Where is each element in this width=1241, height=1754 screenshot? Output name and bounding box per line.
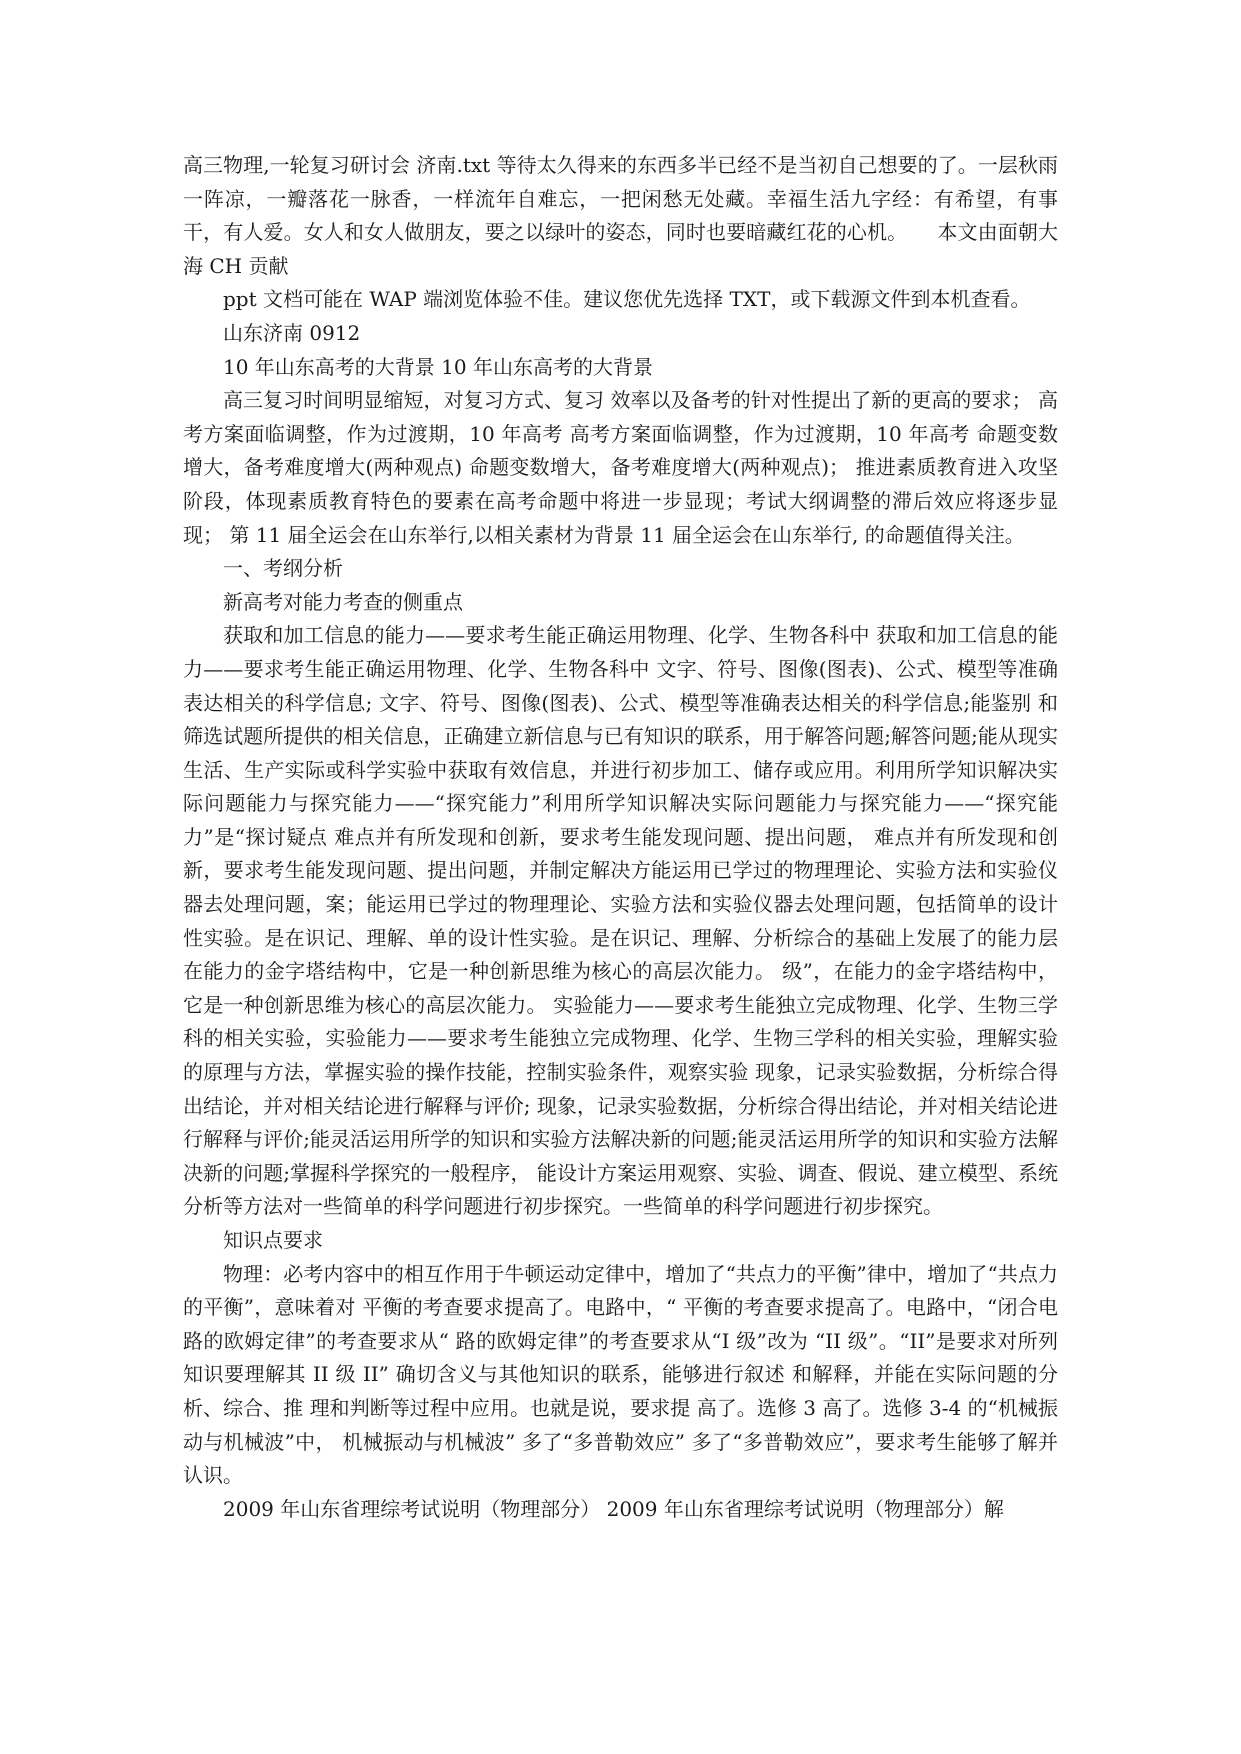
background-paragraph: 高三复习时间明显缩短，对复习方式、复习 效率以及备考的针对性提出了新的更高的要求； 高考方案面临调整，作为过渡期，10 年高考 高考方案面临调整，作为过渡期，10 年高考 命题变数增大，备考难度增大(两种观点) 命题变数增大，备考难度增大(两种观点)； 推进素质教育进入攻坚阶段，体现素质教育特色的要素在高考命题中将进一步显现；考试大纲调整的滞后效应将逐步显现； 第 11 届全运会在山东举行,以相关素材为背景 11 届全运会在山东举行, 的命题值得关注。 [183, 388, 1058, 547]
document-body [183, 149, 1058, 1526]
subheading-ability-focus: 新高考对能力考查的侧重点 [223, 589, 463, 614]
location-line: 山东济南 0912 [223, 320, 361, 345]
intro-paragraph: 高三物理,一轮复习研讨会 济南.txt 等待太久得来的东西多半已经不是当初自己想要的了。一层秋雨一阵凉，一瓣落花一脉香，一样流年自难忘，一把闲愁无处藏。幸福生活九字经：有希望，有事干，有人爱。女人和女人做朋友，要之以绿叶的姿态，同时也要暗藏红花的心机。 本文由面朝大海 CH 贡献 [183, 153, 1058, 278]
ppt-notice: ppt 文档可能在 WAP 端浏览体验不佳。建议您优先选择 TXT，或下载源文件到本机查看。 [223, 287, 1031, 312]
physics-paragraph: 物理：必考内容中的相互作用于牛顿运动定律中，增加了“共点力的平衡”律中，增加了“共点力的平衡”，意味着对 平衡的考查要求提高了。电路中，“ 平衡的考查要求提高了。电路中，“闭合电 路的欧姆定律”的考查要求从“ 路的欧姆定律”的考查要求从“I 级”改为 “II 级”。“II”是要求对所列知识要理解其 II 级 II” 确切含义与其他知识的联系，能够进行叙述 和解释，并能在实际问题的分析、综合、推 理和判断等过程中应用。也就是说，要求提 高了。选修 3 高了。选修 3-4 的“机械振动与机械波”中， 机械振动与机械波” 多了“多普勒效应” 多了“多普勒效应”，要求考生能够了解并 认识。 [183, 1261, 1058, 1488]
exam-note-line: 2009 年山东省理综考试说明（物理部分） 2009 年山东省理综考试说明（物理部分）解 [223, 1496, 1004, 1521]
subheading-knowledge: 知识点要求 [223, 1228, 323, 1252]
ability-paragraph: 获取和加工信息的能力——要求考生能正确运用物理、化学、生物各科中 获取和加工信息的能力——要求考生能正确运用物理、化学、生物各科中 文字、符号、图像(图表)、公式、模型等准确表达相关的科学信息; 文字、符号、图像(图表)、公式、模型等准确表达相关的科学信息;能鉴别 和筛选试题所提供的相关信息，正确建立新信息与已有知识的联系，用于解答问题;解答问题;能从现实生活、生产实际或科学实验中获取有效信息，并进行初步加工、储存或应用。利用所学知识解决实际问题能力与探究能力——“探究能力”利用所学知识解决实际问题能力与探究能力——“探究能力”是“探讨疑点 难点并有所发现和创新，要求考生能发现问题、提出问题， 难点并有所发现和创新，要求考生能发现问题、提出问题，并制定解决方能运用已学过的物理理论、实验方法和实验仪器去处理问题，案；能运用已学过的物理理论、实验方法和实验仪器去处理问题，包括简单的设计性实验。是在识记、理解、单的设计性实验。是在识记、理解、分析综合的基础上发展了的能力层 在能力的金字塔结构中，它是一种创新思维为核心的高层次能力。 级”，在能力的金字塔结构中，它是一种创新思维为核心的高层次能力。 实验能力——要求考生能独立完成物理、化学、生物三学科的相关实验，实验能力——要求考生能独立完成物理、化学、生物三学科的相关实验，理解实验的原理与方法，掌握实验的操作技能，控制实验条件，观察实验 现象，记录实验数据，分析综合得出结论，并对相关结论进行解释与评价; 现象，记录实验数据，分析综合得出结论，并对相关结论进行解释与评价;能灵活运用所学的知识和实验方法解决新的问题;能灵活运用所学的知识和实验方法解决新的问题;掌握科学探究的一般程序， 能设计方案运用观察、实验、调查、假说、建立模型、系统分析等方法对一些简单的科学问题进行初步探究。一些简单的科学问题进行初步探究。 [183, 623, 1058, 1219]
section-heading-syllabus: 一、考纲分析 [223, 556, 343, 581]
section-heading-background: 10 年山东高考的大背景 10 年山东高考的大背景 [223, 354, 653, 379]
